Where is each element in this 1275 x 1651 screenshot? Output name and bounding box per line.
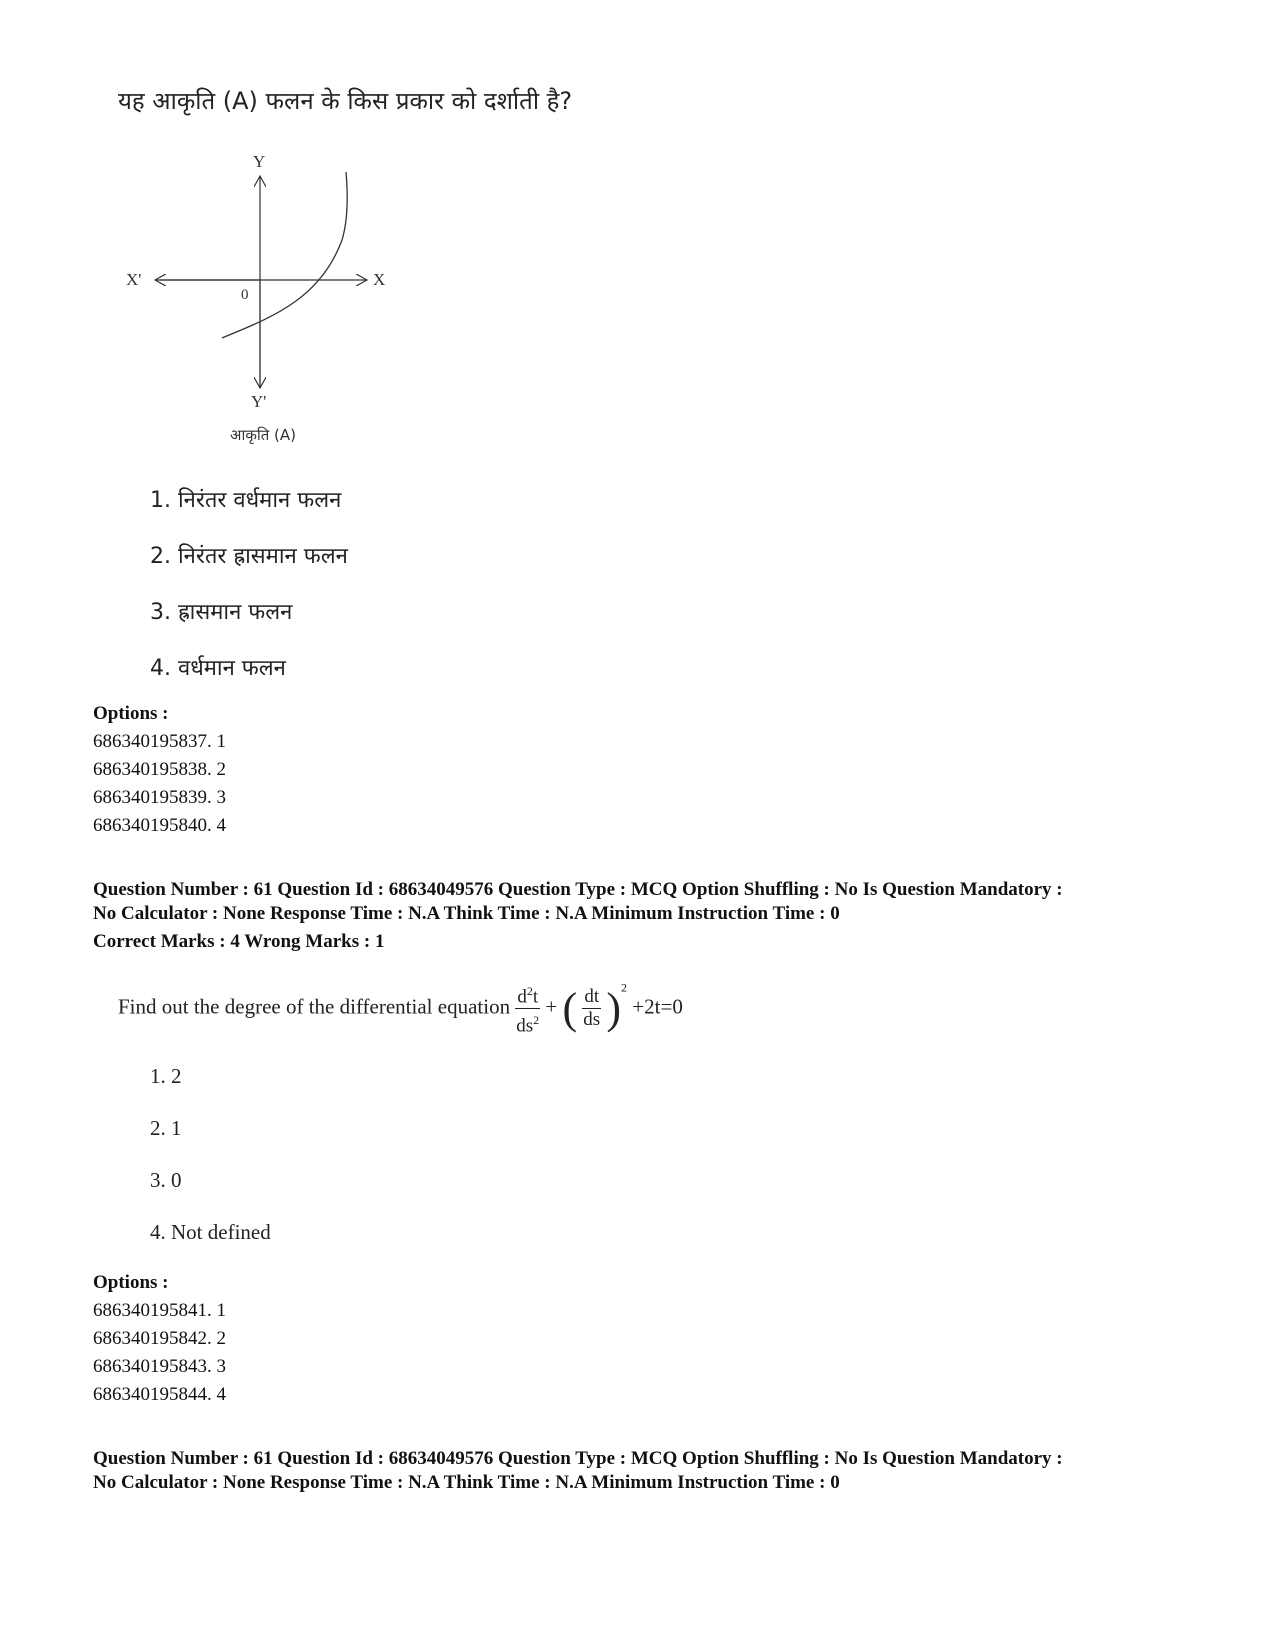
choice-1: 1. 2 — [150, 1064, 182, 1088]
choice-3: 3. 0 — [150, 1168, 182, 1192]
choice-3: 3. ह्रासमान फलन — [150, 600, 293, 625]
equation-tail: +2t=0 — [632, 994, 683, 1019]
option-id-2: 686340195838. 2 — [93, 759, 226, 780]
choice-2: 2. निरंतर ह्रासमान फलन — [150, 544, 348, 569]
options-label: Options : — [93, 1272, 169, 1293]
option-id-2: 686340195842. 2 — [93, 1328, 226, 1349]
second-derivative-fraction: $\frac{d^2t}{ds^2}$ — [515, 980, 540, 1038]
next-question-meta — [93, 1447, 1213, 1495]
question-meta-line2: No Calculator : None Response Time : N.A Think Time : N.A Minimum Instruction Time : 0 — [93, 1472, 840, 1493]
origin-label: 0 — [241, 287, 249, 303]
question-meta-line1: Question Number : 61 Question Id : 68634049576 Question Type : MCQ Option Shuffling : No Is Question Mandatory : — [93, 879, 1063, 900]
option-id-1: 686340195837. 1 — [93, 731, 226, 752]
figure-caption: आकृति (A) — [230, 426, 297, 444]
function-graph — [120, 150, 420, 470]
x-label: X — [373, 270, 386, 289]
y-neg-label: Y' — [251, 392, 267, 411]
question-text-english — [118, 980, 683, 1038]
y-label: Y — [253, 152, 266, 171]
x-neg-label: X' — [126, 270, 142, 289]
question-text-hindi: यह आकृति (A) फलन के किस प्रकार को दर्शाती है? — [118, 87, 573, 115]
option-id-4: 686340195840. 4 — [93, 815, 226, 836]
figure-a — [120, 150, 420, 470]
choice-4: 4. Not defined — [150, 1220, 271, 1244]
question-meta-line2: No Calculator : None Response Time : N.A Think Time : N.A Minimum Instruction Time : 0 — [93, 903, 840, 924]
choice-2: 2. 1 — [150, 1116, 182, 1140]
function-curve — [222, 172, 347, 338]
option-id-3: 686340195839. 3 — [93, 787, 226, 808]
option-id-1: 686340195841. 1 — [93, 1300, 226, 1321]
close-paren: ) — [606, 983, 622, 1033]
open-paren: ( — [562, 983, 578, 1033]
plus-sign: + — [545, 994, 558, 1019]
question-meta-line1: Question Number : 61 Question Id : 68634049576 Question Type : MCQ Option Shuffling : No Is Question Mandatory : — [93, 1448, 1063, 1469]
options-label: Options : — [93, 703, 169, 724]
option-id-4: 686340195844. 4 — [93, 1384, 226, 1405]
first-derivative-fraction: $\frac{dt}{ds}$ — [583, 986, 601, 1031]
choice-1: 1. निरंतर वर्धमान फलन — [150, 488, 342, 513]
option-id-3: 686340195843. 3 — [93, 1356, 226, 1377]
exponent: 2 — [621, 980, 628, 995]
choice-4: 4. वर्धमान फलन — [150, 656, 286, 681]
question-marks: Correct Marks : 4 Wrong Marks : 1 — [93, 931, 385, 952]
question-meta — [93, 878, 1213, 926]
question-prompt: Find out the degree of the differential equation — [118, 994, 511, 1019]
